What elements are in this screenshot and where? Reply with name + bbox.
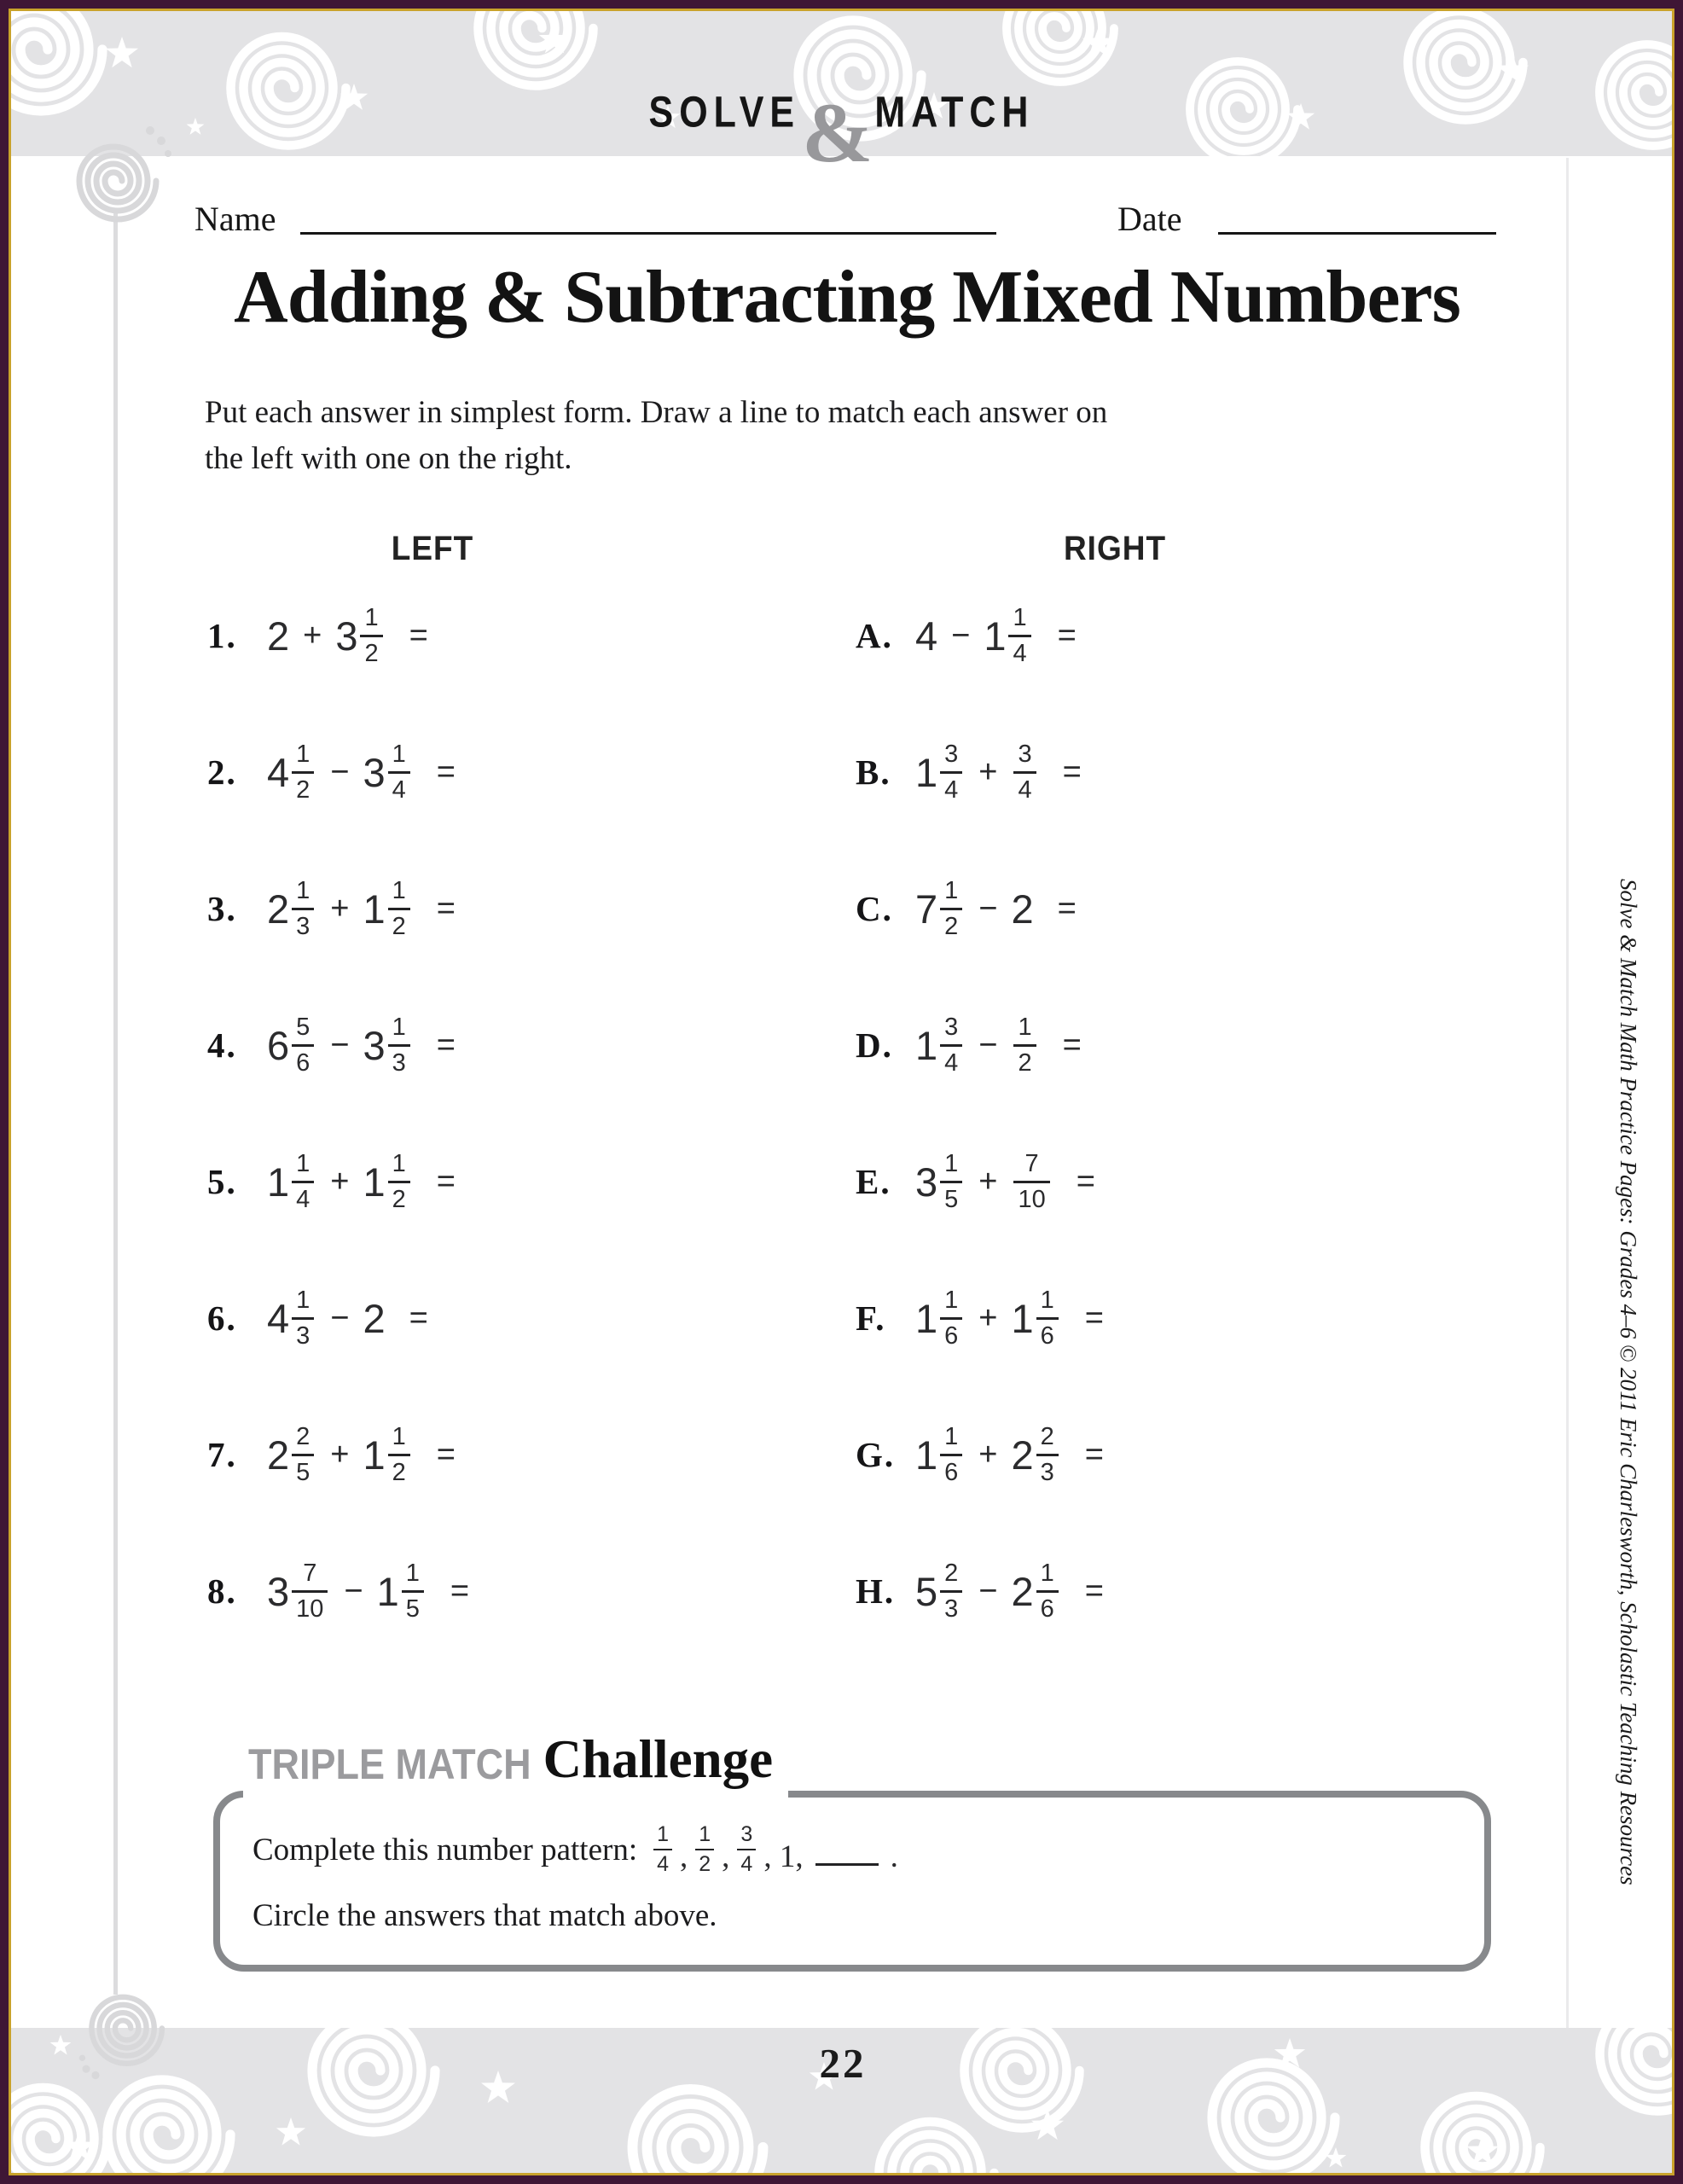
- problem-row: [856, 862, 1090, 956]
- fraction: [653, 1824, 672, 1875]
- denominator: 2: [940, 908, 962, 939]
- numerator: 1: [944, 876, 959, 904]
- whole-number: 2: [1011, 886, 1034, 932]
- problem-label: 5.: [207, 1162, 237, 1201]
- problem-expression: [915, 1561, 1117, 1622]
- star-icon: [1495, 54, 1529, 88]
- numerator: 2: [944, 1559, 959, 1587]
- problem-row: [207, 862, 469, 956]
- whole-number: 4: [915, 613, 938, 659]
- fraction: [1036, 1422, 1059, 1486]
- numerator: 1: [364, 603, 379, 631]
- number-pattern: [651, 1824, 903, 1875]
- star-icon: [276, 2117, 306, 2148]
- star-icon: [186, 118, 205, 136]
- operator: +: [330, 1164, 350, 1199]
- problem-label: F.: [856, 1298, 886, 1338]
- equals-sign: =: [1084, 1573, 1104, 1609]
- whole-number: 2: [363, 1295, 386, 1341]
- problem-expression: [915, 1149, 1109, 1213]
- fraction: [292, 1422, 314, 1486]
- equals-sign: =: [1062, 754, 1082, 790]
- challenge-line2: Circle the answers that match above.: [252, 1897, 717, 1933]
- pattern-text: ,: [722, 1838, 730, 1874]
- star-icon: [49, 2035, 72, 2057]
- problem-row: [856, 725, 1095, 819]
- problem-label: B.: [856, 752, 891, 792]
- operator: −: [330, 754, 350, 790]
- challenge-prompt: Complete this number pattern:: [252, 1832, 638, 1867]
- fraction: [388, 1015, 410, 1076]
- numerator: 3: [740, 1822, 753, 1846]
- challenge-title: Challenge: [543, 1729, 774, 1789]
- challenge-line2-row: [252, 1894, 717, 1937]
- problem-expression: [267, 603, 442, 667]
- equals-sign: =: [1057, 891, 1077, 926]
- numerator: 2: [296, 1422, 310, 1450]
- fraction: [1036, 1288, 1059, 1349]
- numerator: 7: [303, 1559, 317, 1587]
- numerator: 1: [944, 1286, 959, 1314]
- problem-expression: [267, 1149, 469, 1213]
- whole-number: 1: [363, 1159, 386, 1205]
- whole-number: 1: [915, 749, 938, 795]
- whole-number: 6: [267, 1022, 290, 1068]
- lollipop-spiral-bottom-icon: [77, 1986, 171, 2080]
- whole-number: 2: [267, 613, 290, 659]
- problem-expression: [267, 1288, 442, 1349]
- whole-number: 3: [915, 1159, 938, 1205]
- star-icon: [62, 2130, 96, 2164]
- fraction: [940, 742, 962, 803]
- problem-label: E.: [856, 1162, 891, 1201]
- problem-expression: [915, 876, 1090, 940]
- denominator: 4: [940, 771, 962, 803]
- problem-label: C.: [856, 889, 893, 928]
- problem-row: [207, 1135, 469, 1228]
- whole-number: 3: [363, 749, 386, 795]
- problem-row: [856, 1408, 1117, 1502]
- problem-expression: [915, 1015, 1095, 1076]
- problem-row: [856, 1135, 1109, 1228]
- fraction: [388, 1422, 410, 1486]
- fraction: [1013, 1149, 1049, 1213]
- whole-number: 2: [1011, 1568, 1034, 1614]
- fraction: [940, 1288, 962, 1349]
- equals-sign: =: [436, 1027, 456, 1063]
- numerator: 1: [944, 1149, 959, 1177]
- lollipop-stick: [113, 210, 118, 1995]
- denominator: 6: [940, 1454, 962, 1485]
- operator: +: [330, 1437, 350, 1472]
- whole-number: 2: [267, 1432, 290, 1478]
- numerator: 1: [296, 876, 310, 904]
- problem-expression: [915, 1422, 1117, 1486]
- fraction: [292, 1561, 328, 1622]
- problem-row: [207, 998, 469, 1092]
- equals-sign: =: [1084, 1300, 1104, 1336]
- denominator: 4: [653, 1849, 672, 1875]
- spiral-icon: [472, 11, 600, 92]
- challenge-box: [213, 1791, 1491, 1972]
- whole-number: 3: [363, 1022, 386, 1068]
- problem-row: [207, 1544, 483, 1638]
- star-icon: [1286, 103, 1315, 132]
- whole-number: 1: [1011, 1295, 1034, 1341]
- numerator: 1: [699, 1822, 711, 1846]
- fraction: [1036, 1561, 1059, 1622]
- fraction: [388, 876, 410, 940]
- whole-number: 1: [915, 1022, 938, 1068]
- numerator: 3: [1018, 740, 1032, 768]
- denominator: 6: [1036, 1590, 1059, 1622]
- problem-expression: [915, 603, 1090, 667]
- page-title: Adding & Subtracting Mixed Numbers: [234, 256, 1460, 339]
- spiral-icon: [101, 2066, 237, 2173]
- whole-number: 1: [915, 1295, 938, 1341]
- answer-blank: [815, 1834, 879, 1866]
- problem-expression: [267, 742, 469, 803]
- denominator: 3: [1036, 1454, 1059, 1485]
- instructions-line1: Put each answer in simplest form. Draw a line to match each answer on: [205, 395, 1108, 430]
- problem-label: A.: [856, 616, 893, 655]
- operator: −: [951, 618, 971, 653]
- whole-number: 1: [363, 1432, 386, 1478]
- denominator: 3: [940, 1590, 962, 1622]
- ampersand-icon: &: [802, 85, 873, 180]
- numerator: 3: [944, 1013, 959, 1041]
- spiral-icon: [625, 2075, 770, 2173]
- denominator: 4: [1013, 771, 1036, 803]
- problem-row: [856, 998, 1095, 1092]
- equals-sign: =: [436, 754, 456, 790]
- problem-expression: [267, 1561, 483, 1622]
- spiral-icon: [958, 2028, 1086, 2135]
- denominator: 3: [388, 1044, 410, 1076]
- numerator: 1: [1013, 603, 1027, 631]
- equals-sign: =: [436, 1437, 456, 1472]
- problem-label: 6.: [207, 1298, 237, 1338]
- fraction: [402, 1561, 424, 1622]
- name-line: [300, 232, 996, 235]
- fraction: [292, 742, 314, 803]
- fraction: [1013, 1015, 1036, 1076]
- denominator: 2: [360, 635, 382, 666]
- numerator: 1: [1040, 1286, 1054, 1314]
- numerator: 1: [1040, 1559, 1054, 1587]
- denominator: 5: [940, 1181, 962, 1212]
- numerator: 1: [296, 1286, 310, 1314]
- denominator: 2: [292, 771, 314, 803]
- whole-number: 3: [267, 1568, 290, 1614]
- whole-number: 2: [267, 886, 290, 932]
- fraction: [388, 742, 410, 803]
- numerator: 1: [1018, 1013, 1032, 1041]
- problem-expression: [915, 742, 1095, 803]
- numerator: 1: [392, 1013, 406, 1041]
- denominator: 2: [695, 1849, 714, 1875]
- solve-and-match-logo: [648, 78, 1035, 180]
- problem-row: [856, 1544, 1117, 1638]
- fraction: [360, 603, 382, 667]
- star-icon: [480, 2071, 516, 2106]
- numerator: 1: [392, 876, 406, 904]
- spiral-icon: [1593, 2028, 1672, 2117]
- denominator: 4: [940, 1044, 962, 1076]
- star-icon: [1030, 2109, 1065, 2143]
- fraction: [292, 876, 314, 940]
- problem-row: [856, 589, 1090, 682]
- problem-expression: [915, 1288, 1117, 1349]
- numerator: 1: [296, 1149, 310, 1177]
- star-icon: [1274, 2038, 1306, 2071]
- whole-number: 5: [915, 1568, 938, 1614]
- operator: +: [978, 1300, 998, 1336]
- numerator: 1: [392, 1422, 406, 1450]
- denominator: 4: [1008, 635, 1030, 666]
- spiral-icon: [1593, 32, 1672, 152]
- problem-label: 7.: [207, 1435, 237, 1474]
- operator: +: [978, 754, 998, 790]
- numerator: 5: [296, 1013, 310, 1041]
- logo-word-solve: SOLVE: [648, 88, 801, 136]
- pattern-text: .: [890, 1838, 898, 1874]
- numerator: 2: [1040, 1422, 1054, 1450]
- whole-number: 4: [267, 749, 290, 795]
- equals-sign: =: [1062, 1027, 1082, 1063]
- problem-expression: [267, 876, 469, 940]
- denominator: 2: [388, 908, 410, 939]
- problem-label: 3.: [207, 889, 237, 928]
- equals-sign: =: [436, 891, 456, 926]
- fraction: [292, 1288, 314, 1349]
- problem-label: 8.: [207, 1571, 237, 1611]
- date-line: [1218, 232, 1496, 235]
- fraction: [292, 1015, 314, 1076]
- operator: +: [303, 618, 322, 653]
- pattern-text: ,: [680, 1838, 688, 1874]
- operator: −: [978, 891, 998, 926]
- denominator: 5: [402, 1590, 424, 1622]
- equals-sign: =: [1057, 618, 1077, 653]
- challenge-heading: [243, 1728, 788, 1800]
- whole-number: 4: [267, 1295, 290, 1341]
- problem-row: [207, 589, 442, 682]
- operator: −: [978, 1027, 998, 1063]
- denominator: 10: [292, 1590, 328, 1622]
- whole-number: 2: [1011, 1432, 1034, 1478]
- fraction: [940, 1422, 962, 1486]
- numerator: 1: [405, 1559, 420, 1587]
- date-label: Date: [1117, 200, 1182, 238]
- whole-number: 3: [335, 613, 358, 659]
- denominator: 6: [940, 1317, 962, 1349]
- star-icon: [1465, 2135, 1500, 2169]
- numerator: 1: [392, 740, 406, 768]
- denominator: 6: [292, 1044, 314, 1076]
- fraction: [1008, 603, 1030, 667]
- numerator: 3: [944, 740, 959, 768]
- equals-sign: =: [1076, 1164, 1095, 1199]
- denominator: 5: [292, 1454, 314, 1485]
- fraction: [940, 1561, 962, 1622]
- fraction: [940, 1015, 962, 1076]
- fraction: [1013, 742, 1036, 803]
- spiral-icon: [1184, 49, 1303, 156]
- problem-row: [207, 1408, 469, 1502]
- whole-number: 1: [376, 1568, 399, 1614]
- fraction: [737, 1824, 756, 1875]
- star-icon: [538, 24, 571, 56]
- operator: −: [330, 1300, 350, 1336]
- equals-sign: =: [436, 1164, 456, 1199]
- pattern-text: , 1,: [763, 1838, 804, 1874]
- page-number: 22: [819, 2040, 867, 2087]
- equals-sign: =: [1084, 1437, 1104, 1472]
- sidebar-divider-line: [1566, 158, 1569, 2028]
- operator: +: [330, 891, 350, 926]
- lollipop-spiral-top-icon: [72, 125, 174, 227]
- operator: −: [344, 1573, 363, 1609]
- equals-sign: =: [409, 1300, 428, 1336]
- whole-number: 7: [915, 886, 938, 932]
- denominator: 4: [292, 1181, 314, 1212]
- problem-label: 2.: [207, 752, 237, 792]
- denominator: 3: [292, 1317, 314, 1349]
- equals-sign: =: [450, 1573, 470, 1609]
- problem-row: [207, 725, 469, 819]
- denominator: 3: [292, 908, 314, 939]
- fraction: [695, 1824, 714, 1875]
- star-icon: [1082, 26, 1116, 61]
- denominator: 2: [1013, 1044, 1036, 1076]
- denominator: 4: [388, 771, 410, 803]
- operator: +: [978, 1437, 998, 1472]
- problem-expression: [267, 1422, 469, 1486]
- problem-label: H.: [856, 1571, 896, 1611]
- operator: −: [330, 1027, 350, 1063]
- fraction: [292, 1149, 314, 1213]
- problem-expression: [267, 1015, 469, 1076]
- spiral-icon: [11, 11, 109, 118]
- problem-label: D.: [856, 1025, 893, 1065]
- whole-number: 1: [267, 1159, 290, 1205]
- problem-row: [207, 1271, 442, 1365]
- denominator: 2: [388, 1454, 410, 1485]
- copyright-credit: Solve & Match Math Practice Pages: Grades 4–6 © 2011 Eric Charlesworth, Scholastic Teaching Resources: [1616, 879, 1641, 1885]
- star-icon: [1325, 2147, 1347, 2169]
- left-column-header: LEFT: [391, 529, 474, 567]
- problem-row: [856, 1271, 1117, 1365]
- denominator: 6: [1036, 1317, 1059, 1349]
- numerator: 1: [296, 740, 310, 768]
- denominator: 10: [1013, 1181, 1049, 1212]
- problem-label: 1.: [207, 616, 237, 655]
- spiral-icon: [224, 24, 352, 152]
- operator: −: [978, 1573, 998, 1609]
- operator: +: [978, 1164, 998, 1199]
- whole-number: 1: [363, 886, 386, 932]
- instructions-line2: the left with one on the right.: [205, 441, 572, 476]
- denominator: 2: [388, 1181, 410, 1212]
- spiral-icon: [305, 2028, 442, 2139]
- fraction: [940, 1149, 962, 1213]
- whole-number: 1: [984, 613, 1007, 659]
- name-label: Name: [194, 200, 276, 238]
- challenge-prompt-row: [252, 1822, 903, 1877]
- challenge-kicker: TRIPLE MATCH: [248, 1739, 531, 1788]
- whole-number: 1: [915, 1432, 938, 1478]
- numerator: 1: [944, 1422, 959, 1450]
- numerator: 1: [392, 1149, 406, 1177]
- star-icon: [340, 84, 369, 113]
- numerator: 1: [657, 1822, 670, 1846]
- equals-sign: =: [409, 618, 428, 653]
- star-icon: [105, 37, 139, 71]
- problem-label: 4.: [207, 1025, 237, 1065]
- right-column-header: RIGHT: [1063, 529, 1167, 567]
- numerator: 7: [1024, 1149, 1039, 1177]
- denominator: 4: [737, 1849, 756, 1875]
- logo-word-match: MATCH: [874, 88, 1035, 136]
- problem-label: G.: [856, 1435, 896, 1474]
- fraction: [940, 876, 962, 940]
- fraction: [388, 1149, 410, 1213]
